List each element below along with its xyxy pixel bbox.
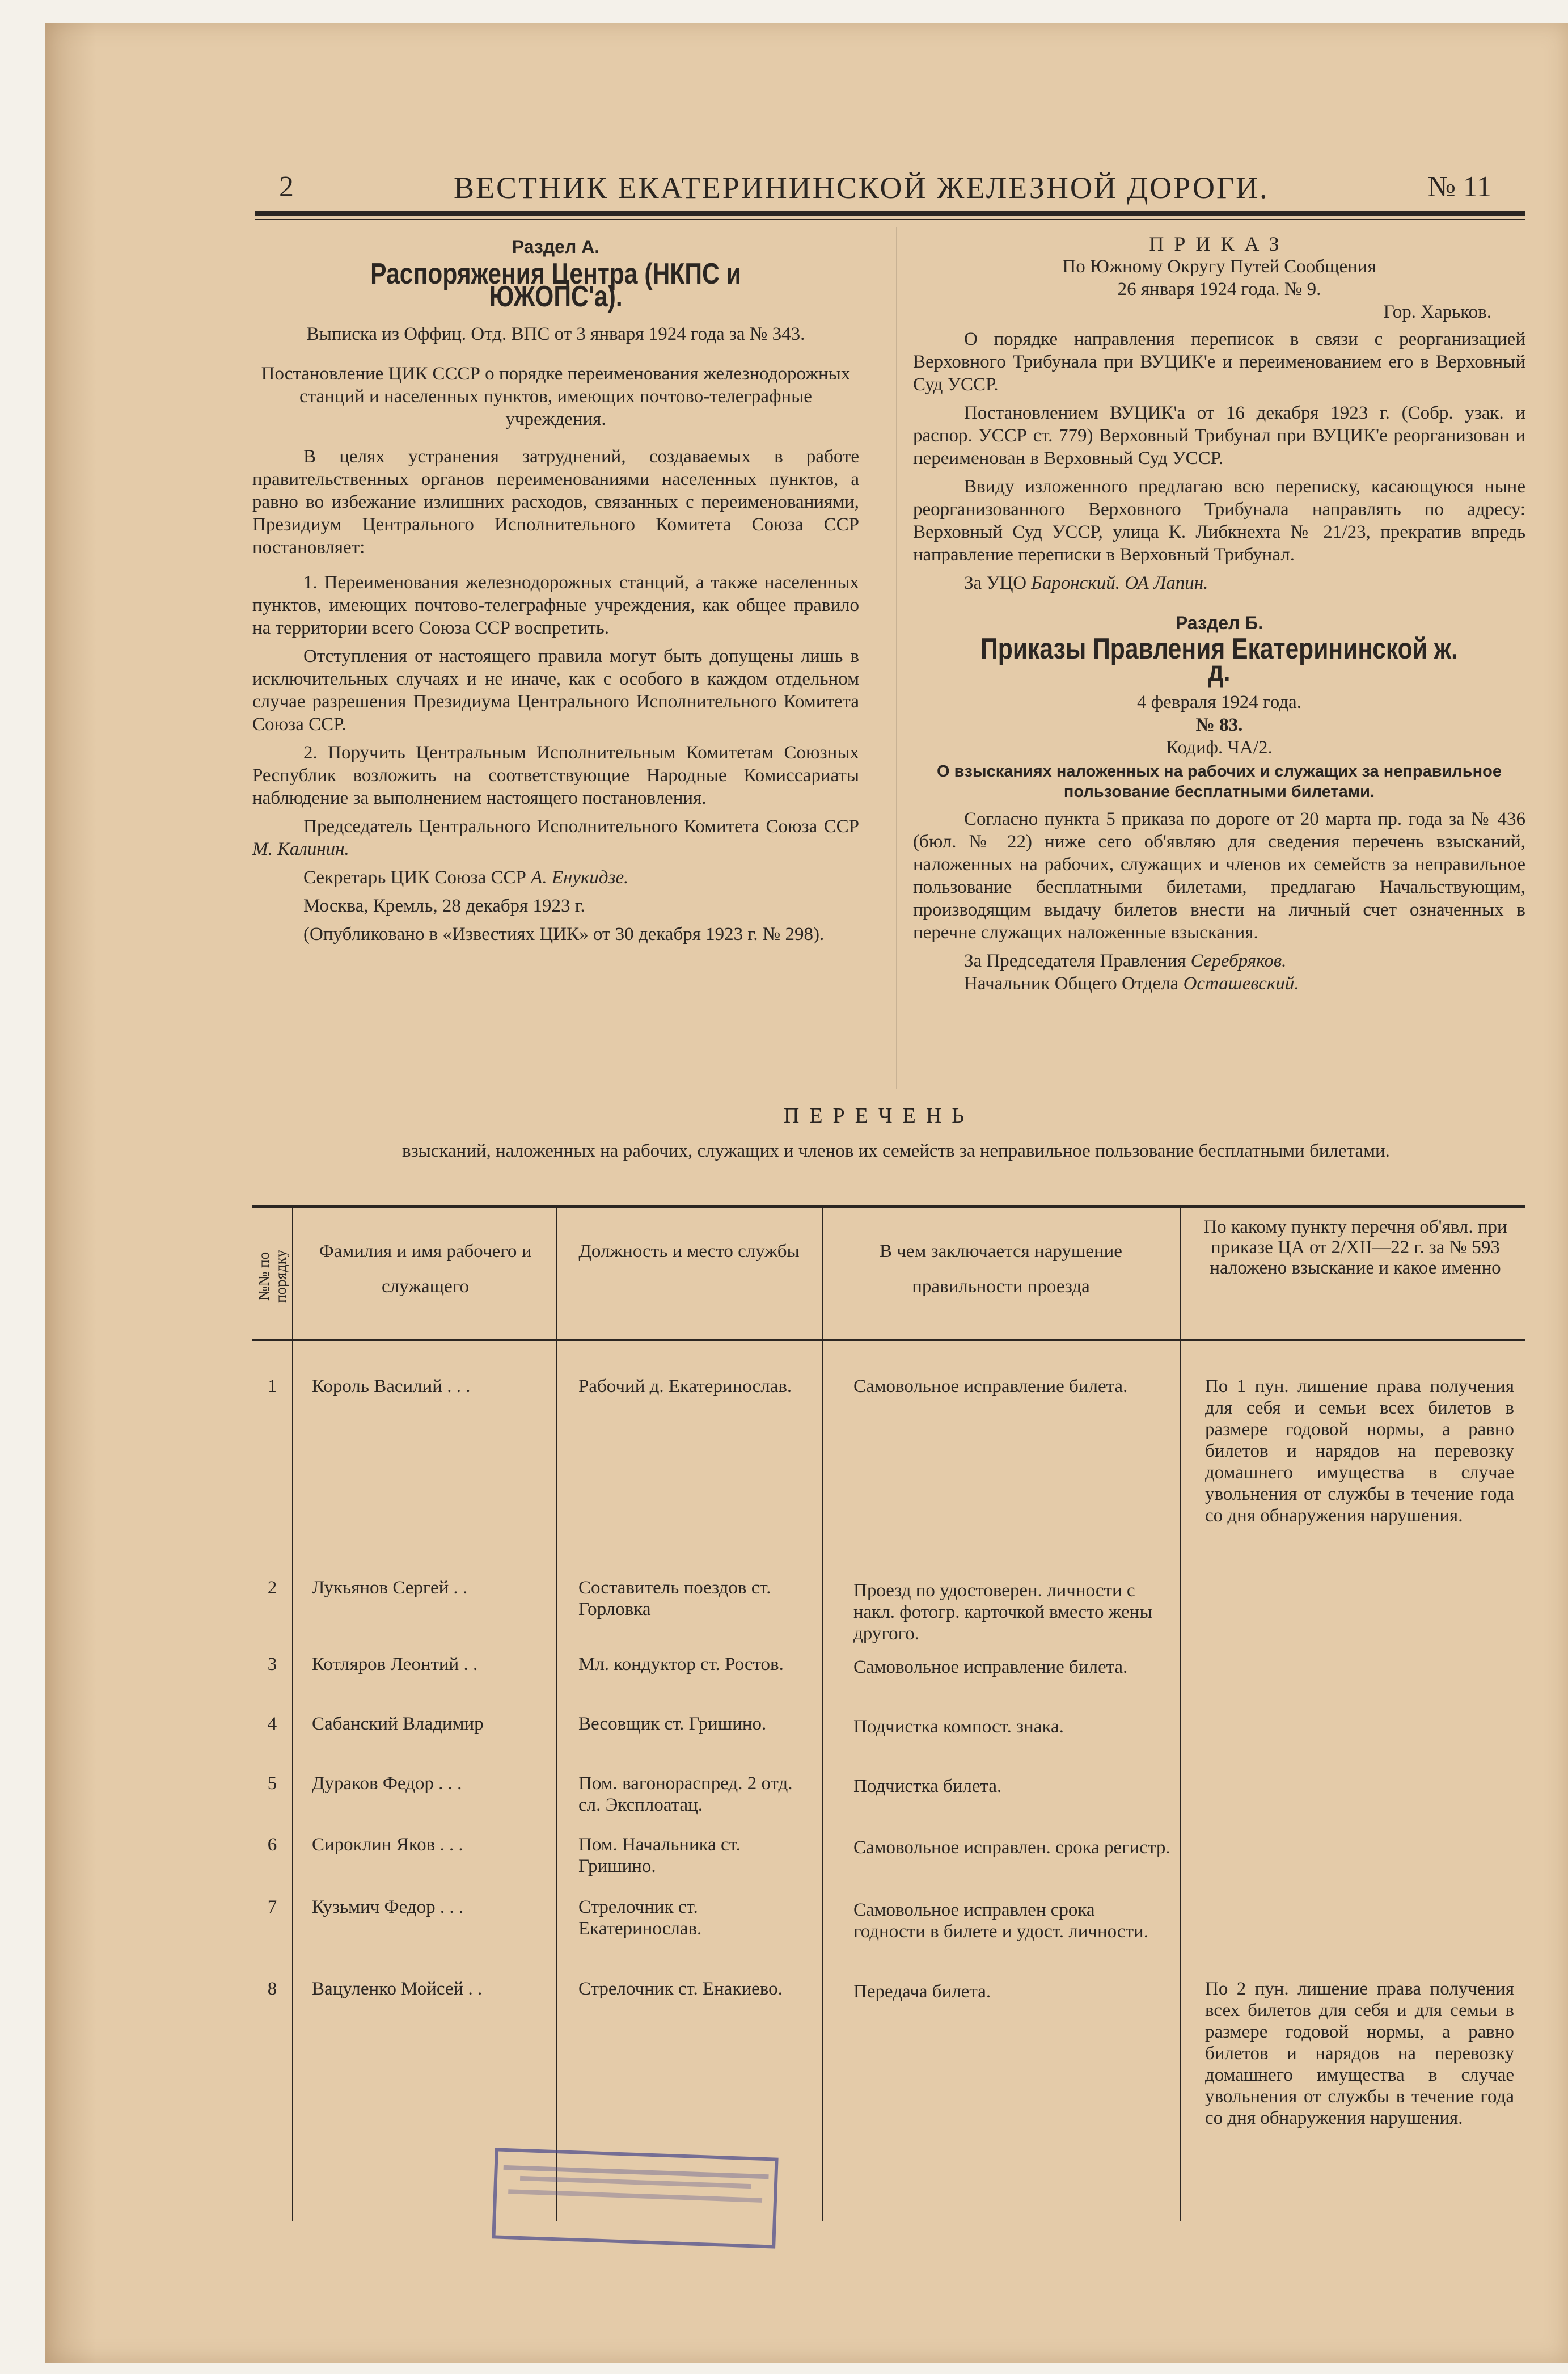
row-violation: Самовольное исправление билета.: [853, 1657, 1128, 1677]
resolution-paragraph-4: 2. Поручить Центральным Исполнительным Комитетам Союзных Республик возложить на соответствующие Народные Комиссариаты наблюдение за выполнением настоящего постановления.: [252, 743, 859, 808]
section-a-title: Распоряжения Центра (НКПС и ЮЖОПС'а).: [370, 258, 741, 313]
newspaper-title: ВЕСТНИК ЕКАТЕРИНИНСКОЙ ЖЕЛЕЗНОЙ ДОРОГИ.: [454, 171, 1269, 205]
resolution-paragraph-3: Отступления от настоящего правила могут быть допущены лишь в исключительных случаях и не иначе, как с особого в каждом отдельном случае разрешения Президиума Центрального Исполнительного Комитета Союза ССР.: [252, 646, 859, 735]
resolution-paragraph-1: В целях устранения затруднений, создаваемых в работе правительственных органов переименованиями населенных пунктов, а равно во избежание излишних расходов, связанных с переименованиями, Президиум Центрального Исполнительного Комитета Союза ССР постановляет:: [252, 446, 859, 558]
column-header-name: Фамилия и имя рабочего и служащего: [319, 1241, 532, 1297]
order-heading: ПРИКАЗ: [1149, 233, 1290, 255]
resolution-title: Постановление ЦИК СССР о порядке переименования железнодорожных станций и населенных пунктов, имеющих почтово-телеграфные учреждения.: [261, 364, 851, 429]
board-order-subject: О взысканиях наложенных на рабочих и служащих за неправильное пользование бесплатными билетами.: [937, 762, 1502, 801]
row-name: Король Василий . . .: [312, 1376, 471, 1397]
row-violation: Самовольное исправлен срока годности в билете и удост. личности.: [853, 1900, 1148, 1942]
order-paragraph-2: Ввиду изложенного предлагаю всю переписку, касающуюся ныне реорганизованного Верховного Трибунала направлять по адресу: Верховный Суд УССР, улица К. Либкнехта № 21/23, прекратив впредь направление переписки в Верховный Трибунал.: [913, 477, 1525, 565]
row-number: 6: [267, 1835, 277, 1855]
row-name: Вацуленко Мойсей . .: [312, 1979, 483, 1999]
row-post: Стрелочник ст. Енакиево.: [578, 1979, 783, 1999]
place-date: Москва, Кремль, 28 декабря 1923 г.: [303, 896, 585, 916]
table-header-rule: [252, 1339, 1525, 1341]
row-penalty: По 2 пун. лишение права получения всех билетов для себя и для семьи в размере годовой нормы, а равно билетов и нарядов на перевозку домашнего имущества в случае увольнения от службы в течение года со дня обнаружения нарушения.: [1205, 1979, 1514, 2128]
row-post: Пом. вагонораспред. 2 отд. сл. Эксплоатац.: [578, 1773, 793, 1815]
row-number: 5: [267, 1773, 277, 1794]
row-post: Рабочий д. Екатеринослав.: [578, 1376, 792, 1397]
column-header-penalty: По какому пункту перечня об'явл. при приказе ЦА от 2/XII—22 г. за № 593 наложено взыскание и какое именно: [1203, 1217, 1507, 1278]
board-signature-2-text: Начальник Общего Отдела: [964, 973, 1179, 994]
board-order-paragraph: Согласно пункта 5 приказа по дороге от 20 марта пр. года за № 436 (бюл. № 22) ниже сего об'являю для сведения перечень взысканий, наложенных на рабочих, служащих и членов их семейств за неправильное пользование бесплатными билетами, предлагаю Начальствующим, производящим выдачу билетов внести на личный счет означенных в перечне служащих наложенные взыскания.: [913, 809, 1525, 943]
page-number: 2: [279, 171, 294, 203]
order-paragraph-1: Постановлением ВУЦИК'а от 16 декабря 1923 г. (Собр. узак. и распор. УССР ст. 779) Верховный Трибунал при ВУЦИК'е реорганизован и переименован в Верховный Суд УССР.: [913, 403, 1525, 469]
signature-secretary-name: А. Енукидзе.: [531, 867, 629, 888]
column-header-num: №№ по порядку: [255, 1250, 289, 1303]
table-column-line: [822, 1205, 823, 2221]
table-top-rule: [252, 1205, 1525, 1208]
order-district: По Южному Округу Путей Сообщения: [1062, 256, 1376, 277]
order-subject: О порядке направления переписок в связи с реорганизацией Верховного Трибунала при ВУЦИК'е и переименованием его в Верховный Суд УССР.: [913, 329, 1525, 395]
board-signature-1: [913, 950, 1525, 972]
list-heading: ПЕРЕЧЕНЬ: [783, 1104, 975, 1128]
order-signature-name: Баронский. ОА Лапин.: [1031, 573, 1208, 593]
row-violation: Проезд по удостоверен. личности с накл. фотогр. карточкой вместо жены другого.: [853, 1580, 1152, 1644]
row-violation: Подчистка билета.: [853, 1776, 1002, 1797]
signature-chairman-text: Председатель Центрального Исполнительного Комитета Союза ССР: [303, 816, 859, 837]
row-number: 4: [267, 1714, 277, 1734]
signature-chairman-name: М. Калинин.: [252, 839, 349, 859]
row-violation: Передача билета.: [853, 1981, 991, 2002]
row-number: 8: [267, 1979, 277, 1999]
row-violation: Подчистка компост. знака.: [853, 1717, 1064, 1737]
row-violation: Самовольное исправлен. срока регистр.: [853, 1837, 1170, 1858]
row-number: 1: [267, 1376, 277, 1397]
row-number: 3: [267, 1654, 277, 1675]
row-penalty: По 1 пун. лишение права получения для себя и семьи всех билетов в размере годовой нормы, а равно билетов и нарядов на перевозку домашнего имущества в случае увольнения от службы в течение года со дня обнаружения нарушения.: [1205, 1376, 1514, 1526]
row-number: 7: [267, 1897, 277, 1917]
signature-secretary-text: Секретарь ЦИК Союза ССР: [303, 867, 526, 888]
order-signature-text: За УЦО: [964, 573, 1027, 593]
row-post: Мл. кондуктор ст. Ростов.: [578, 1654, 784, 1675]
row-number: 2: [267, 1578, 277, 1598]
page-header: [255, 170, 1525, 210]
left-column: [252, 235, 859, 951]
header-rule-thin: [255, 219, 1525, 220]
list-subheading: взысканий, наложенных на рабочих, служащих и членов их семейств за неправильное пользование бесплатными билетами.: [402, 1141, 1390, 1161]
section-b-title: Приказы Правления Екатерининской ж. д.: [980, 632, 1458, 688]
row-post: Пом. Начальника ст. Гришино.: [578, 1835, 741, 1877]
row-name: Сироклин Яков . . .: [312, 1835, 463, 1855]
board-order-date: 4 февраля 1924 года.: [1137, 692, 1301, 712]
board-order-number: № 83.: [1195, 715, 1243, 735]
column-header-post: Должность и место службы: [578, 1241, 800, 1262]
stamp-line: [508, 2189, 762, 2203]
row-name: Дураков Федор . . .: [312, 1773, 462, 1794]
library-stamp: [492, 2148, 778, 2248]
extract-line: Выписка из Оффиц. Отд. ВПС от 3 января 1924 года за № 343.: [306, 324, 805, 344]
row-post: Весовщик ст. Гришино.: [578, 1714, 767, 1734]
row-name: Сабанский Владимир: [312, 1714, 484, 1734]
publication-note: (Опубликовано в «Известиях ЦИК» от 30 декабря 1923 г. № 298).: [303, 924, 825, 944]
table-column-line: [556, 1205, 557, 2221]
issue-number: № 11: [1427, 171, 1491, 203]
table-column-line: [1180, 1205, 1181, 2221]
row-post: Стрелочник ст. Екатеринослав.: [578, 1897, 702, 1939]
column-header-violation: В чем заключается нарушение правильности проезда: [880, 1241, 1122, 1297]
board-signature-2: [913, 972, 1525, 995]
order-date: 26 января 1924 года. № 9.: [1117, 279, 1321, 300]
order-city: Гор. Харьков.: [1383, 302, 1491, 322]
table-column-line: [292, 1205, 293, 2221]
resolution-paragraph-2: 1. Переименования железнодорожных станций, а также населенных пунктов, имеющих почтово-телеграфные учреждения, как общее правило на территории всего Союза ССР воспретить.: [252, 572, 859, 638]
row-name: Котляров Леонтий . .: [312, 1654, 478, 1675]
section-a-label: Раздел А.: [512, 237, 600, 257]
board-signature-2-name: Осташевский.: [1183, 973, 1299, 994]
row-post: Составитель поездов ст. Горловка: [578, 1578, 771, 1620]
right-column: [913, 233, 1525, 1001]
column-divider: [896, 227, 897, 1089]
board-signature-1-text: За Председателя Правления: [964, 951, 1186, 971]
signature-chairman: [252, 815, 859, 861]
row-name: Лукьянов Сергей . .: [312, 1578, 468, 1598]
section-b-label: Раздел Б.: [1175, 613, 1263, 633]
binding-shadow: [45, 23, 96, 2363]
board-order-code: Кодиф. ЧА/2.: [1166, 737, 1273, 758]
stamp-line: [520, 2176, 751, 2189]
header-rule: [255, 211, 1525, 216]
penalties-table: [252, 1205, 1525, 2221]
row-violation: Самовольное исправление билета.: [853, 1376, 1128, 1397]
signature-secretary: [252, 866, 859, 889]
board-signature-1-name: Серебряков.: [1190, 951, 1287, 971]
order-signature: [913, 572, 1525, 594]
row-name: Кузьмич Федор . . .: [312, 1897, 464, 1917]
